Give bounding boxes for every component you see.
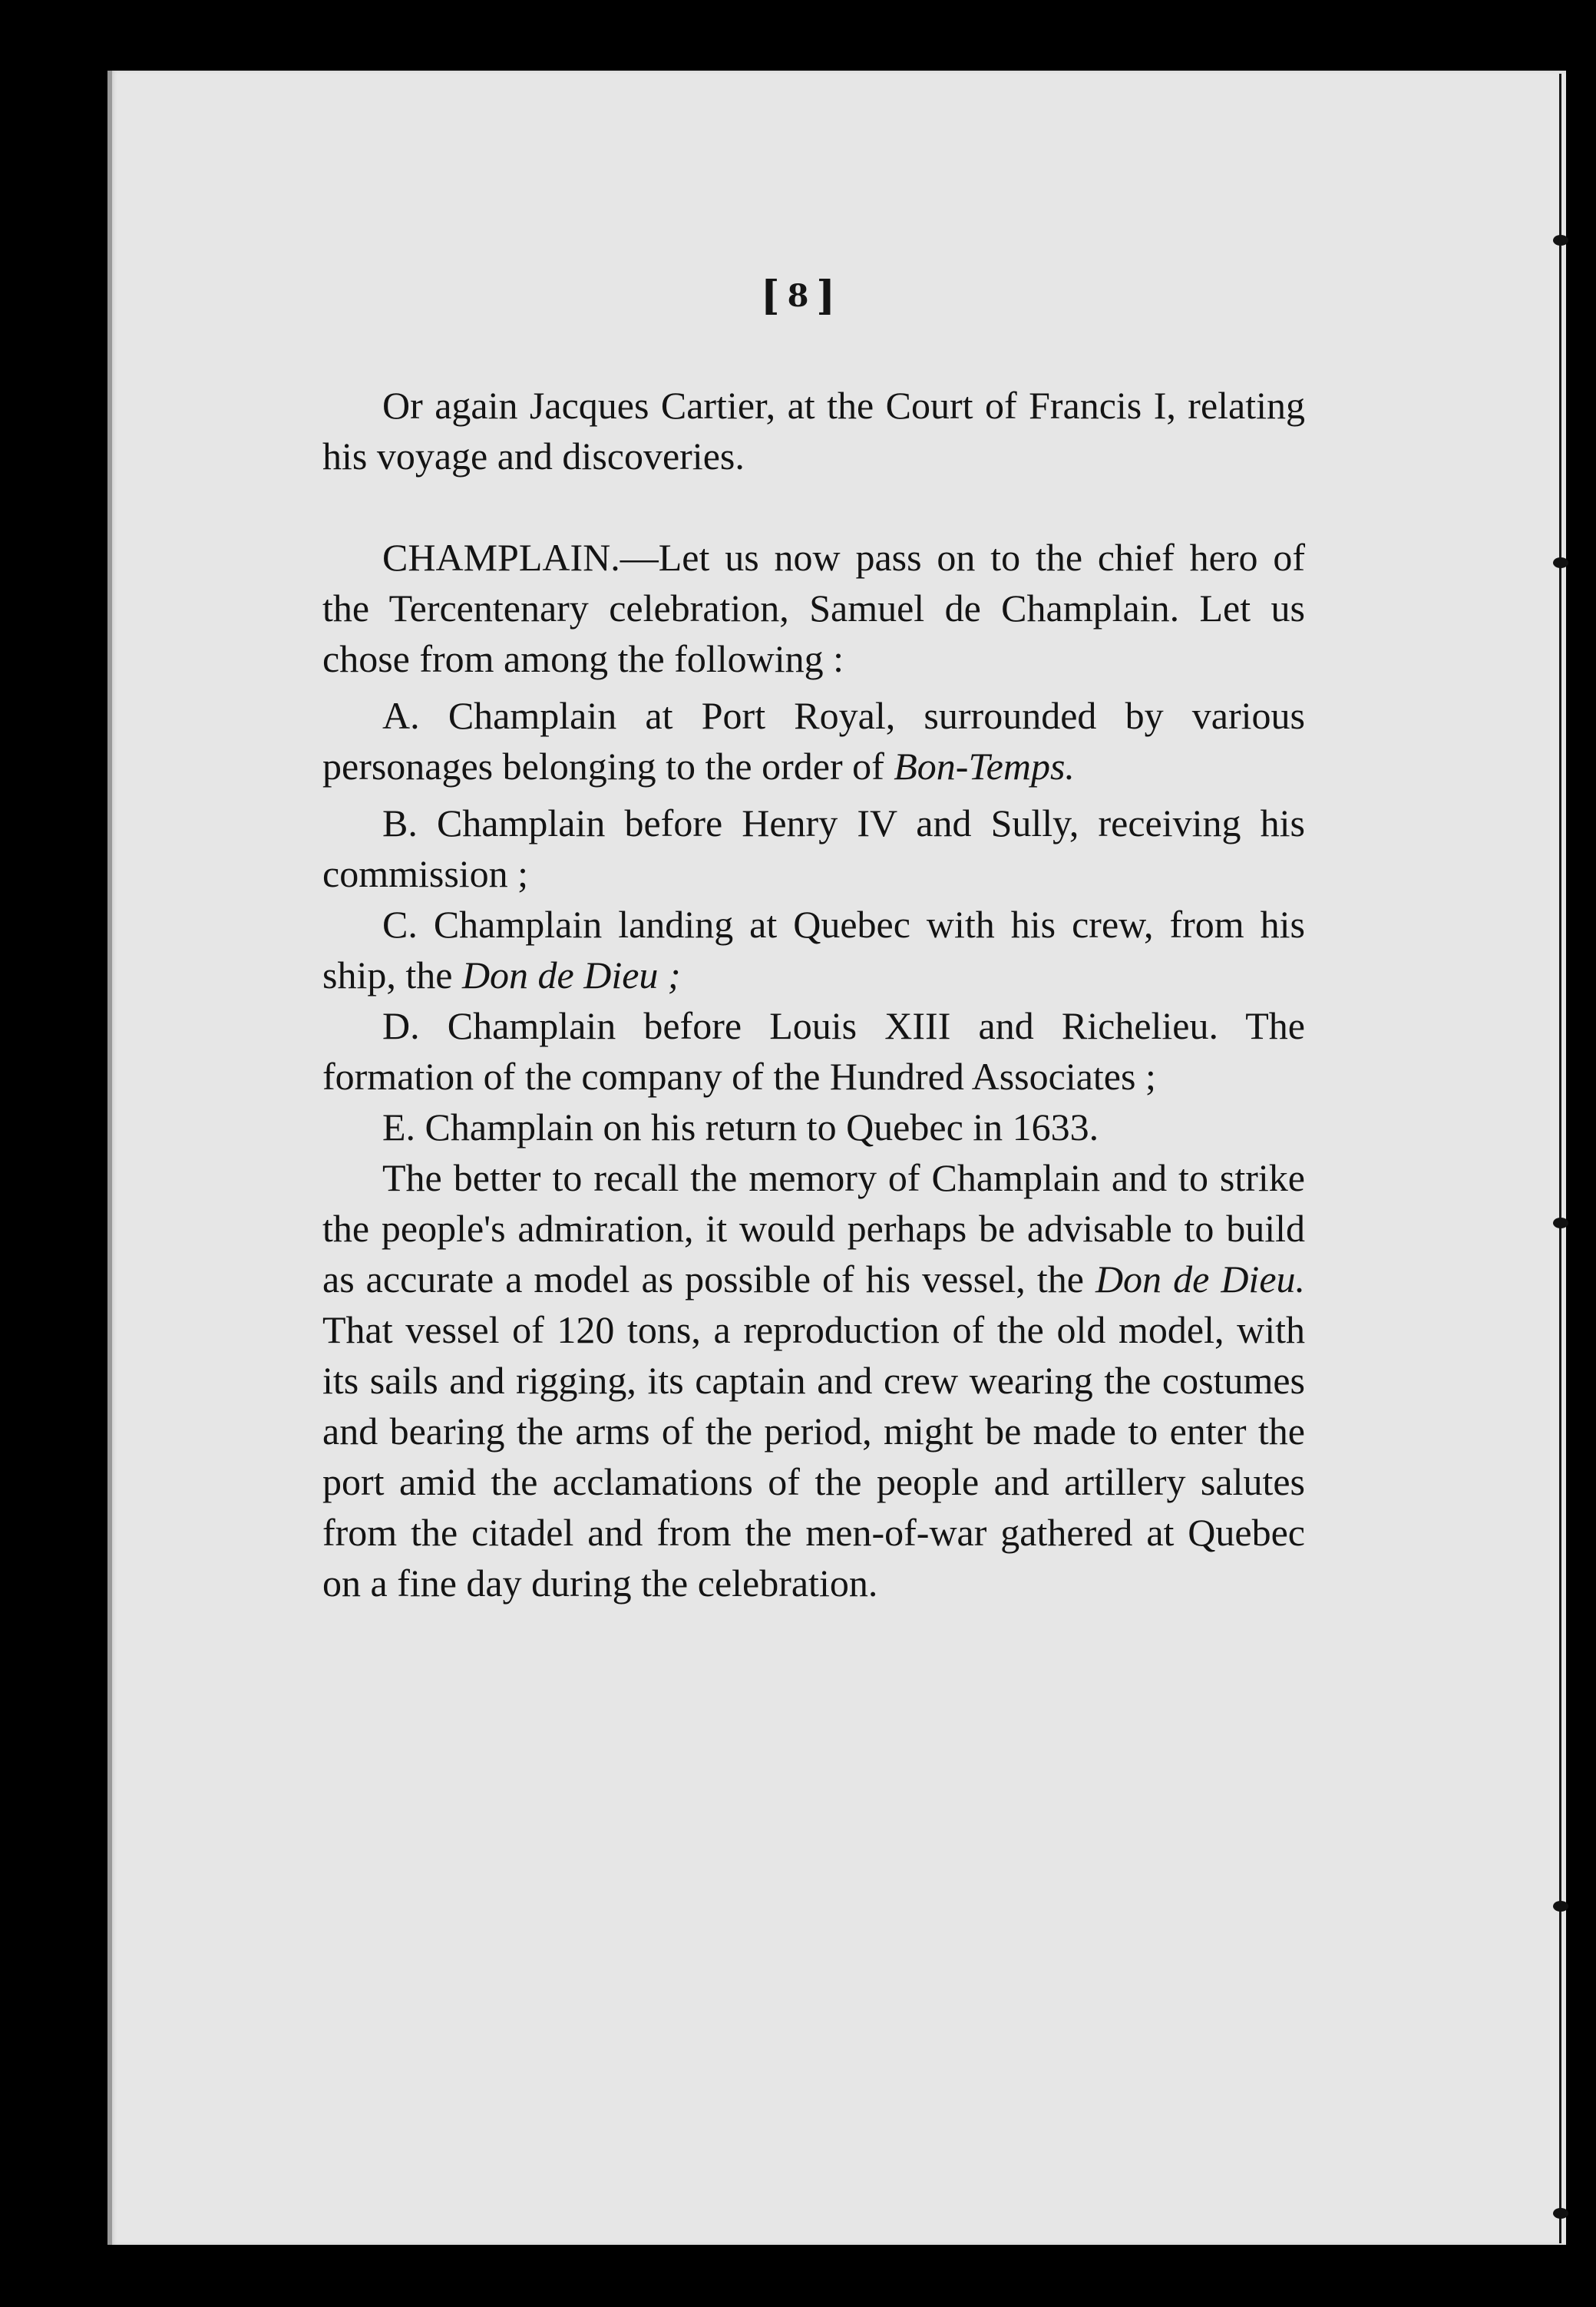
- page-number: [0, 273, 1596, 319]
- binding-thread: [1552, 74, 1569, 2243]
- page-number-value: 8: [787, 278, 809, 314]
- binding-knot: [1553, 1218, 1568, 1228]
- binding-knot: [1553, 1901, 1568, 1912]
- list-item-c-text: C. Champlain landing at Quebec with his crew, from his ship, the: [322, 903, 1305, 997]
- paragraph-cartier: Or again Jacques Cartier, at the Court of Francis I, relating his voyage and discoveries.: [322, 384, 1305, 478]
- list-item-b: B. Champlain before Henry IV and Sully, receiving his commission ;: [322, 802, 1305, 895]
- list-item-a-text: A. Champlain at Port Royal, surrounded by various personages belonging to the order of: [322, 694, 1305, 788]
- list-item-a-italic: Bon-Temps.: [894, 745, 1075, 788]
- paragraph-vessel-text-before: The better to recall the memory of Champlain and to strike the people's admiration, it would perhaps be advisable to build as accurate a model as possible of his vessel, the: [322, 1156, 1305, 1301]
- page-number-close-bracket: ]: [816, 273, 836, 319]
- list-item-c: [322, 899, 1305, 1000]
- list-item-a: [322, 690, 1305, 792]
- page-body: [322, 380, 1305, 1608]
- page-left-edge: [107, 71, 112, 2245]
- paragraph-vessel-text-after: That vessel of 120 tons, a reproduction of the old model, with its sails and rigging, its captain and crew wearing the costumes and bearing the arms of the period, might be made to enter the port amid the acclamations of the people and artillery salutes from the citadel and from the men-of-war gathered at Quebec on a fine day during the celebration.: [322, 1308, 1305, 1605]
- binding-knot: [1553, 235, 1568, 246]
- binding-knot: [1553, 2208, 1568, 2219]
- paragraph-vessel-italic: Don de Dieu.: [1095, 1258, 1306, 1301]
- binding-knot: [1553, 557, 1568, 568]
- paragraph-vessel: [322, 1152, 1305, 1608]
- list-item-d: D. Champlain before Louis XIII and Richelieu. The formation of the company of the Hundred Associates ;: [322, 1004, 1305, 1098]
- paragraph-champlain-intro: CHAMPLAIN.—Let us now pass on to the chief hero of the Tercentenary celebration, Samuel de Champlain. Let us chose from among the following :: [322, 536, 1305, 680]
- page-number-open-bracket: [: [760, 273, 780, 319]
- binding-line: [1559, 74, 1561, 2243]
- list-item-e: E. Champlain on his return to Quebec in 1633.: [382, 1106, 1099, 1149]
- list-item-c-italic: Don de Dieu ;: [461, 954, 681, 997]
